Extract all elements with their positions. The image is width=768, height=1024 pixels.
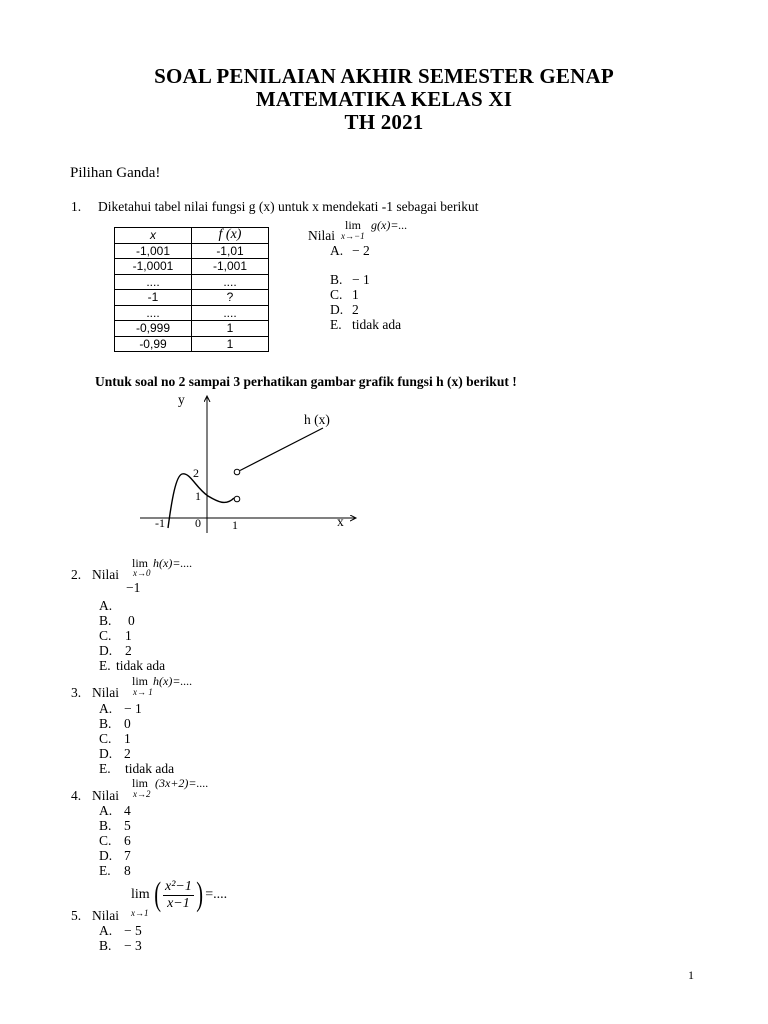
table-row xyxy=(115,290,269,306)
graph-func-label: h (x) xyxy=(304,412,330,427)
q2-option-a-text: −1 xyxy=(126,580,141,595)
table-cell: .... xyxy=(115,274,192,290)
graph-x-label: x xyxy=(337,514,344,529)
line-segment xyxy=(240,428,323,471)
table-header-x: x xyxy=(115,228,192,244)
q5-lim-word: lim xyxy=(131,887,150,902)
table-cell: -1,001 xyxy=(192,259,269,275)
table-row xyxy=(115,321,269,337)
q4-option-a-label: A. xyxy=(99,803,113,818)
q4-lim-word: lim xyxy=(132,776,149,790)
q1-option-d-label: D. xyxy=(330,302,344,317)
q3-option-a-text: − 1 xyxy=(124,701,142,716)
q5-numerator: x²−1 xyxy=(165,878,192,894)
q4-prompt: Nilai xyxy=(92,788,119,803)
q4-option-d-text: 7 xyxy=(124,848,131,863)
graph-tick-xneg1: -1 xyxy=(155,516,165,530)
q3-option-d-label: D. xyxy=(99,746,113,761)
q2-option-e-text: tidak ada xyxy=(116,658,166,673)
graph-tick-y1: 1 xyxy=(195,489,201,503)
q2-option-c-label: C. xyxy=(99,628,112,643)
graph-tick-x1: 1 xyxy=(232,518,238,532)
q1-option-a-label: A. xyxy=(330,243,344,258)
q4-option-b-text: 5 xyxy=(124,818,131,833)
title-line-3: TH 2021 xyxy=(344,110,424,134)
table-row xyxy=(115,336,269,352)
q2-lim-word: lim xyxy=(132,556,149,570)
q1-option-c-label: C. xyxy=(330,287,343,302)
q4-option-c-label: C. xyxy=(99,833,112,848)
graph-intro: Untuk soal no 2 sampai 3 perhatikan gambar grafik fungsi h (x) berikut ! xyxy=(95,374,517,389)
q2-lim-sub: x→0 xyxy=(133,568,151,578)
table-cell: .... xyxy=(192,305,269,321)
table-row xyxy=(115,243,269,259)
q1-number: 1. xyxy=(71,199,82,214)
q3-option-d-text: 2 xyxy=(124,746,131,761)
q4-option-a-text: 4 xyxy=(124,803,131,818)
page-number: 1 xyxy=(688,968,694,982)
q3-lim-expr: h(x)=.... xyxy=(153,674,193,688)
table-header-fx: f (x) xyxy=(192,228,269,244)
q3-option-e-label: E. xyxy=(99,761,111,776)
q4-lim-sub: x→2 xyxy=(133,789,151,799)
q4-number: 4. xyxy=(71,788,82,803)
h-function-graph xyxy=(130,388,370,538)
q5-tail: =.... xyxy=(205,887,228,902)
table-row xyxy=(115,274,269,290)
table-cell: -0,99 xyxy=(115,336,192,352)
title-line-1: SOAL PENILAIAN AKHIR SEMESTER GENAP xyxy=(154,64,614,88)
q3-number: 3. xyxy=(71,685,82,700)
q2-prompt: Nilai xyxy=(92,567,119,582)
q1-lim-sub: x→−1 xyxy=(341,231,365,241)
q2-option-d-text: 2 xyxy=(125,643,132,658)
open-circle-upper xyxy=(234,469,240,475)
q5-fraction xyxy=(163,879,194,912)
q3-option-c-text: 1 xyxy=(124,731,131,746)
q4-option-c-text: 6 xyxy=(124,833,131,848)
q1-option-b-label: B. xyxy=(330,272,343,287)
q5-option-b-label: B. xyxy=(99,938,112,953)
q3-option-a-label: A. xyxy=(99,701,113,716)
table-cell: 1 xyxy=(192,336,269,352)
q2-option-d-label: D. xyxy=(99,643,113,658)
table-cell: -0,999 xyxy=(115,321,192,337)
table-cell: -1,001 xyxy=(115,243,192,259)
graph-tick-origin: 0 xyxy=(195,516,201,530)
q1-option-d-text: 2 xyxy=(352,302,359,317)
q1-option-e-text: tidak ada xyxy=(352,317,402,332)
table-cell: -1,0001 xyxy=(115,259,192,275)
q5-number: 5. xyxy=(71,908,82,923)
q2-option-c-text: 1 xyxy=(125,628,132,643)
q1-option-a-text: − 2 xyxy=(352,243,370,258)
q4-lim-expr: (3x+2)=.... xyxy=(155,776,209,790)
q5-denominator: x−1 xyxy=(167,895,190,911)
open-circle-lower xyxy=(234,496,240,502)
table-cell: -1 xyxy=(115,290,192,306)
table-row xyxy=(115,259,269,275)
q2-option-a-label: A. xyxy=(99,598,113,613)
q3-lim-word: lim xyxy=(132,674,149,688)
q2-option-b-text: 0 xyxy=(128,613,135,628)
q5-lim-sub: x→1 xyxy=(131,908,149,918)
q4-option-b-label: B. xyxy=(99,818,112,833)
q4-option-d-label: D. xyxy=(99,848,113,863)
table-cell: 1 xyxy=(192,321,269,337)
q5-option-b-text: − 3 xyxy=(124,938,142,953)
q1-lim-word: lim xyxy=(345,218,362,232)
q5-option-a-label: A. xyxy=(99,923,113,938)
title-line-2: MATEMATIKA KELAS XI xyxy=(255,87,513,111)
curve-segment xyxy=(168,474,234,528)
q1-lim-expr: g(x)=... xyxy=(371,218,408,232)
q1-text: Diketahui tabel nilai fungsi g (x) untuk x mendekati -1 sebagai berikut xyxy=(98,199,479,214)
q5-prompt: Nilai xyxy=(92,908,119,923)
graph-tick-y2: 2 xyxy=(193,466,199,480)
table-cell: .... xyxy=(192,274,269,290)
q3-option-e-text: tidak ada xyxy=(125,761,175,776)
q1-option-e-label: E. xyxy=(330,317,342,332)
q1-prompt: Nilai xyxy=(308,228,335,243)
q5-option-a-text: − 5 xyxy=(124,923,142,938)
q3-lim-sub: x→ 1 xyxy=(133,687,153,697)
q1-option-b-text: − 1 xyxy=(352,272,370,287)
q2-number: 2. xyxy=(71,567,82,582)
table-row xyxy=(115,305,269,321)
q4-option-e-label: E. xyxy=(99,863,111,878)
q1-value-table xyxy=(114,227,269,352)
q2-lim-expr: h(x)=.... xyxy=(153,556,193,570)
left-paren: ( xyxy=(153,876,161,913)
q2-option-e-label: E. xyxy=(99,658,111,673)
q3-prompt: Nilai xyxy=(92,685,119,700)
graph-y-label: y xyxy=(178,392,185,407)
q2-option-b-label: B. xyxy=(99,613,112,628)
q4-option-e-text: 8 xyxy=(124,863,131,878)
section-title: Pilihan Ganda! xyxy=(70,165,161,181)
table-cell: ? xyxy=(192,290,269,306)
table-cell: -1,01 xyxy=(192,243,269,259)
q3-option-b-text: 0 xyxy=(124,716,131,731)
q1-option-c-text: 1 xyxy=(352,287,359,302)
q3-option-b-label: B. xyxy=(99,716,112,731)
q3-option-c-label: C. xyxy=(99,731,112,746)
right-paren: ) xyxy=(196,876,203,913)
table-cell: .... xyxy=(115,305,192,321)
